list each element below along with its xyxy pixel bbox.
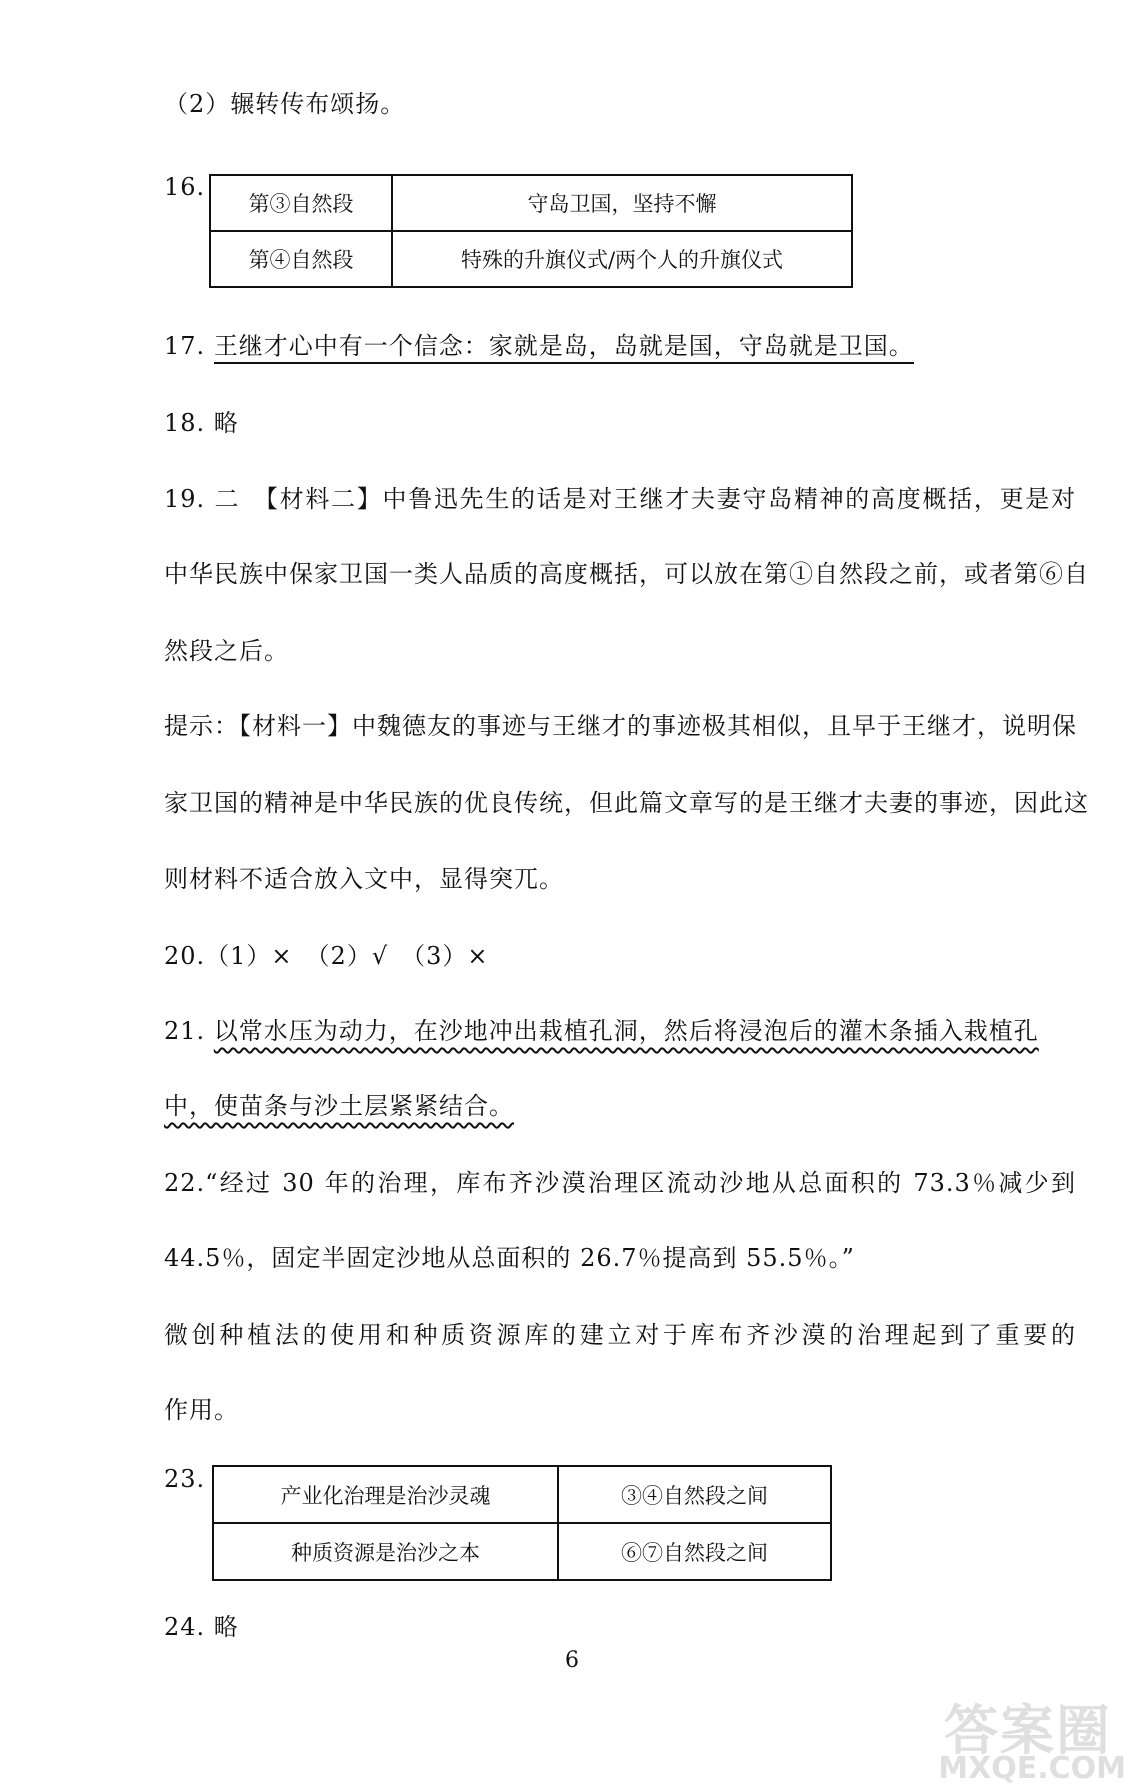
answer-24: 24. 略 <box>164 1613 239 1641</box>
table-row <box>213 1466 831 1523</box>
watermark-logo: 答案圈 <box>944 1699 1112 1762</box>
answer-18: 18. 略 <box>164 409 239 437</box>
answer-16-table <box>209 174 853 288</box>
watermark-url: MXQE.COM <box>938 1751 1126 1786</box>
answer-text: 王继才心中有一个信念：家就是岛，岛就是国，守岛就是卫国。 <box>214 332 914 364</box>
table-cell: 特殊的升旗仪式/两个人的升旗仪式 <box>392 231 852 287</box>
answer-19-hint-1: 提示：【材料一】中魏德友的事迹与王继才的事迹极其相似，且早于王继才，说明保 <box>164 712 1077 740</box>
page-number: 6 <box>565 1648 579 1673</box>
question-number: 17. <box>164 332 206 360</box>
answer-23-table <box>212 1465 832 1581</box>
answer-19-line-2: 中华民族中保家卫国一类人品质的高度概括，可以放在第①自然段之前，或者第⑥自 <box>164 560 1089 588</box>
answer-text: 中，使苗条与沙土层紧紧结合。 <box>164 1092 514 1120</box>
table-cell: 第③自然段 <box>210 175 392 231</box>
table-cell: 种质资源是治沙之本 <box>213 1523 558 1580</box>
table-cell: ③④自然段之间 <box>558 1466 831 1523</box>
answer-19-hint-3: 则材料不适合放入文中，显得突兀。 <box>164 865 564 893</box>
answer-15-2: （2）辗转传布颂扬。 <box>164 90 406 118</box>
table-cell: 产业化治理是治沙灵魂 <box>213 1466 558 1523</box>
answer-19-line-3: 然段之后。 <box>164 637 289 665</box>
table-row <box>210 231 852 287</box>
table-row <box>213 1523 831 1580</box>
answer-19-line-1: 19. 二 【材料二】中鲁迅先生的话是对王继才夫妻守岛精神的高度概括，更是对 <box>164 485 1076 513</box>
question-23-number: 23. <box>164 1465 206 1493</box>
answer-20: 20.（1）× （2）√ （3）× <box>164 942 489 970</box>
answer-19-hint-2: 家卫国的精神是中华民族的优良传统，但此篇文章写的是王继才夫妻的事迹，因此这 <box>164 789 1089 817</box>
watermark <box>930 1688 1126 1786</box>
table-cell: 第④自然段 <box>210 231 392 287</box>
table-cell: 守岛卫国，坚持不懈 <box>392 175 852 231</box>
question-number: 21. <box>164 1017 206 1045</box>
table-cell: ⑥⑦自然段之间 <box>558 1523 831 1580</box>
table-row <box>210 175 852 231</box>
answer-21-line-1 <box>164 1016 1039 1046</box>
answer-17 <box>164 331 914 361</box>
answer-22-line-1: 22.“经过 30 年的治理，库布齐沙漠治理区流动沙地从总面积的 73.3％减少到 <box>164 1169 1076 1197</box>
answer-22-line-3: 微创种植法的使用和种质资源库的建立对于库布齐沙漠的治理起到了重要的 <box>164 1321 1076 1349</box>
answer-22-line-4: 作用。 <box>164 1396 239 1424</box>
question-16-number: 16. <box>164 173 206 201</box>
answer-22-line-2: 44.5％，固定半固定沙地从总面积的 26.7％提高到 55.5％。” <box>164 1244 855 1272</box>
answer-21-line-2 <box>164 1091 514 1121</box>
answer-text: 以常水压为动力，在沙地冲出栽植孔洞，然后将浸泡后的灌木条插入栽植孔 <box>213 1017 1039 1045</box>
